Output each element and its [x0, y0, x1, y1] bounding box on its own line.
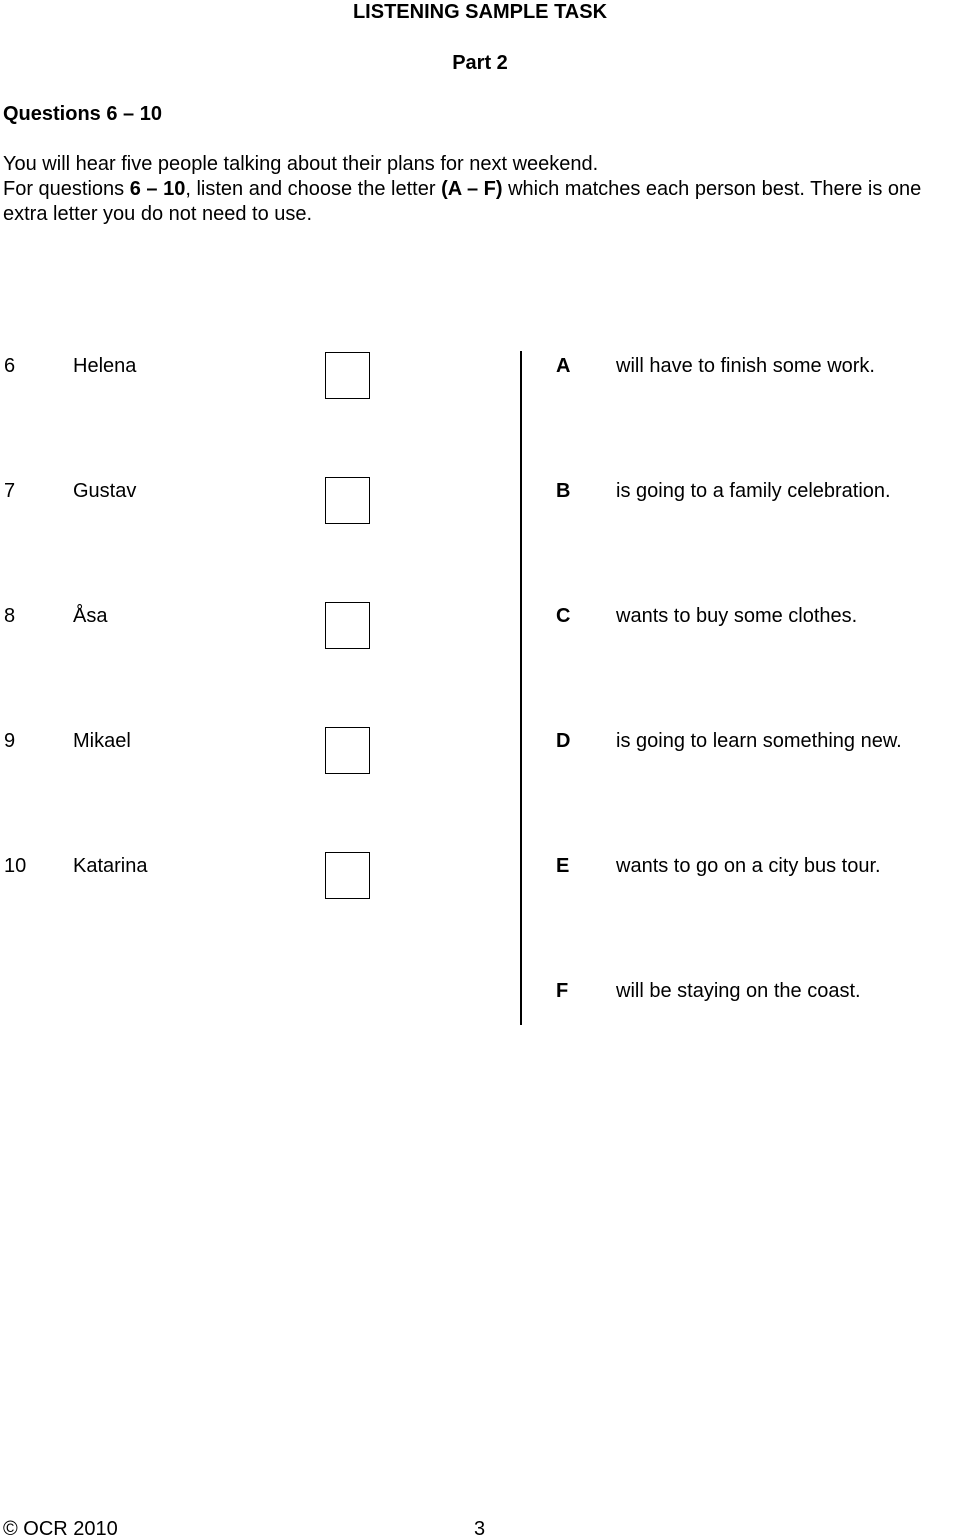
option-letter: A	[556, 355, 571, 377]
question-number: 7	[4, 480, 16, 502]
instruction-line-2	[3, 177, 958, 227]
option-text: wants to go on a city bus tour.	[616, 855, 881, 877]
instruction-line-1: You will hear five people talking about their plans for next weekend.	[3, 153, 599, 175]
option-letter: D	[556, 730, 571, 752]
option-letter: E	[556, 855, 570, 877]
question-name: Åsa	[73, 605, 108, 627]
question-name: Katarina	[73, 855, 148, 877]
question-number: 9	[4, 730, 16, 752]
option-text: is going to a family celebration.	[616, 480, 891, 502]
page-title: LISTENING SAMPLE TASK	[352, 1, 608, 23]
option-text: is going to learn something new.	[616, 730, 902, 752]
instruction-text: For questions	[3, 178, 130, 200]
option-text: wants to buy some clothes.	[616, 605, 858, 627]
option-text: will have to finish some work.	[616, 355, 875, 377]
question-name: Helena	[73, 355, 137, 377]
part-heading: Part 2	[452, 52, 508, 74]
questions-heading: Questions 6 – 10	[3, 103, 162, 125]
answer-box-10[interactable]	[325, 852, 370, 899]
instruction-text: which matches each person best. There is one extra letter you do not need to use.	[3, 178, 922, 225]
question-number: 8	[4, 605, 16, 627]
instruction-text: , listen and choose the letter	[185, 178, 442, 200]
option-text: will be staying on the coast.	[616, 980, 861, 1002]
answer-box-7[interactable]	[325, 477, 370, 524]
instruction-range: 6 – 10	[129, 178, 186, 200]
answer-box-6[interactable]	[325, 352, 370, 399]
question-number: 10	[4, 855, 27, 877]
page-number: 3	[474, 1518, 486, 1540]
divider-line	[520, 351, 522, 1025]
option-letter: B	[556, 480, 571, 502]
option-letter: F	[556, 980, 569, 1002]
instruction-letters: (A – F)	[441, 178, 503, 200]
question-name: Gustav	[73, 480, 137, 502]
option-letter: C	[556, 605, 571, 627]
copyright: © OCR 2010	[3, 1518, 118, 1540]
answer-box-9[interactable]	[325, 727, 370, 774]
question-number: 6	[4, 355, 16, 377]
instructions	[3, 152, 958, 227]
question-name: Mikael	[73, 730, 131, 752]
answer-box-8[interactable]	[325, 602, 370, 649]
